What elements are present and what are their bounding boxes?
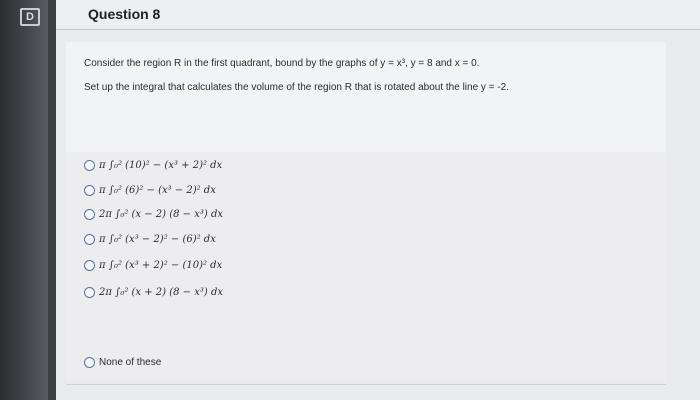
flag-question-icon[interactable]: D: [20, 8, 40, 26]
radio-button-icon[interactable]: [84, 260, 95, 271]
answer-option-label: None of these: [99, 356, 162, 368]
answer-option-label: π ∫₀² (6)² − (x³ − 2)² dx: [99, 184, 216, 196]
answer-option-label: π ∫₀² (10)² − (x³ + 2)² dx: [99, 159, 223, 171]
bottom-divider: [66, 384, 666, 385]
left-sidebar-strip: [0, 0, 48, 400]
question-prompt-line-2: Set up the integral that calculates the volume of the region R that is rotated about the line y = -2.: [84, 82, 509, 93]
radio-button-icon[interactable]: [84, 357, 95, 368]
radio-button-icon[interactable]: [84, 160, 95, 171]
radio-button-icon[interactable]: [84, 209, 95, 220]
answer-option-2[interactable]: [84, 180, 216, 200]
radio-button-icon[interactable]: [84, 287, 95, 298]
answer-option-1[interactable]: [84, 155, 222, 175]
answer-option-label: 2π ∫₀² (x − 2) (8 − x³) dx: [99, 208, 224, 220]
radio-button-icon[interactable]: [84, 234, 95, 245]
answer-option-5[interactable]: [84, 255, 222, 275]
answer-option-6[interactable]: [84, 282, 223, 302]
answer-option-4[interactable]: [84, 229, 216, 249]
answer-option-label: 2π ∫₀² (x + 2) (8 − x³) dx: [99, 286, 224, 298]
question-title: Question 8: [88, 6, 161, 22]
question-prompt-line-1: Consider the region R in the first quadrant, bound by the graphs of y = x³, y = 8 and x = 0.: [84, 58, 480, 69]
answer-option-7[interactable]: [84, 352, 161, 372]
answer-option-label: π ∫₀² (x³ + 2)² − (10)² dx: [99, 259, 223, 271]
answer-option-3[interactable]: [84, 204, 223, 224]
radio-button-icon[interactable]: [84, 185, 95, 196]
answer-option-label: π ∫₀² (x³ − 2)² − (6)² dx: [99, 233, 216, 245]
